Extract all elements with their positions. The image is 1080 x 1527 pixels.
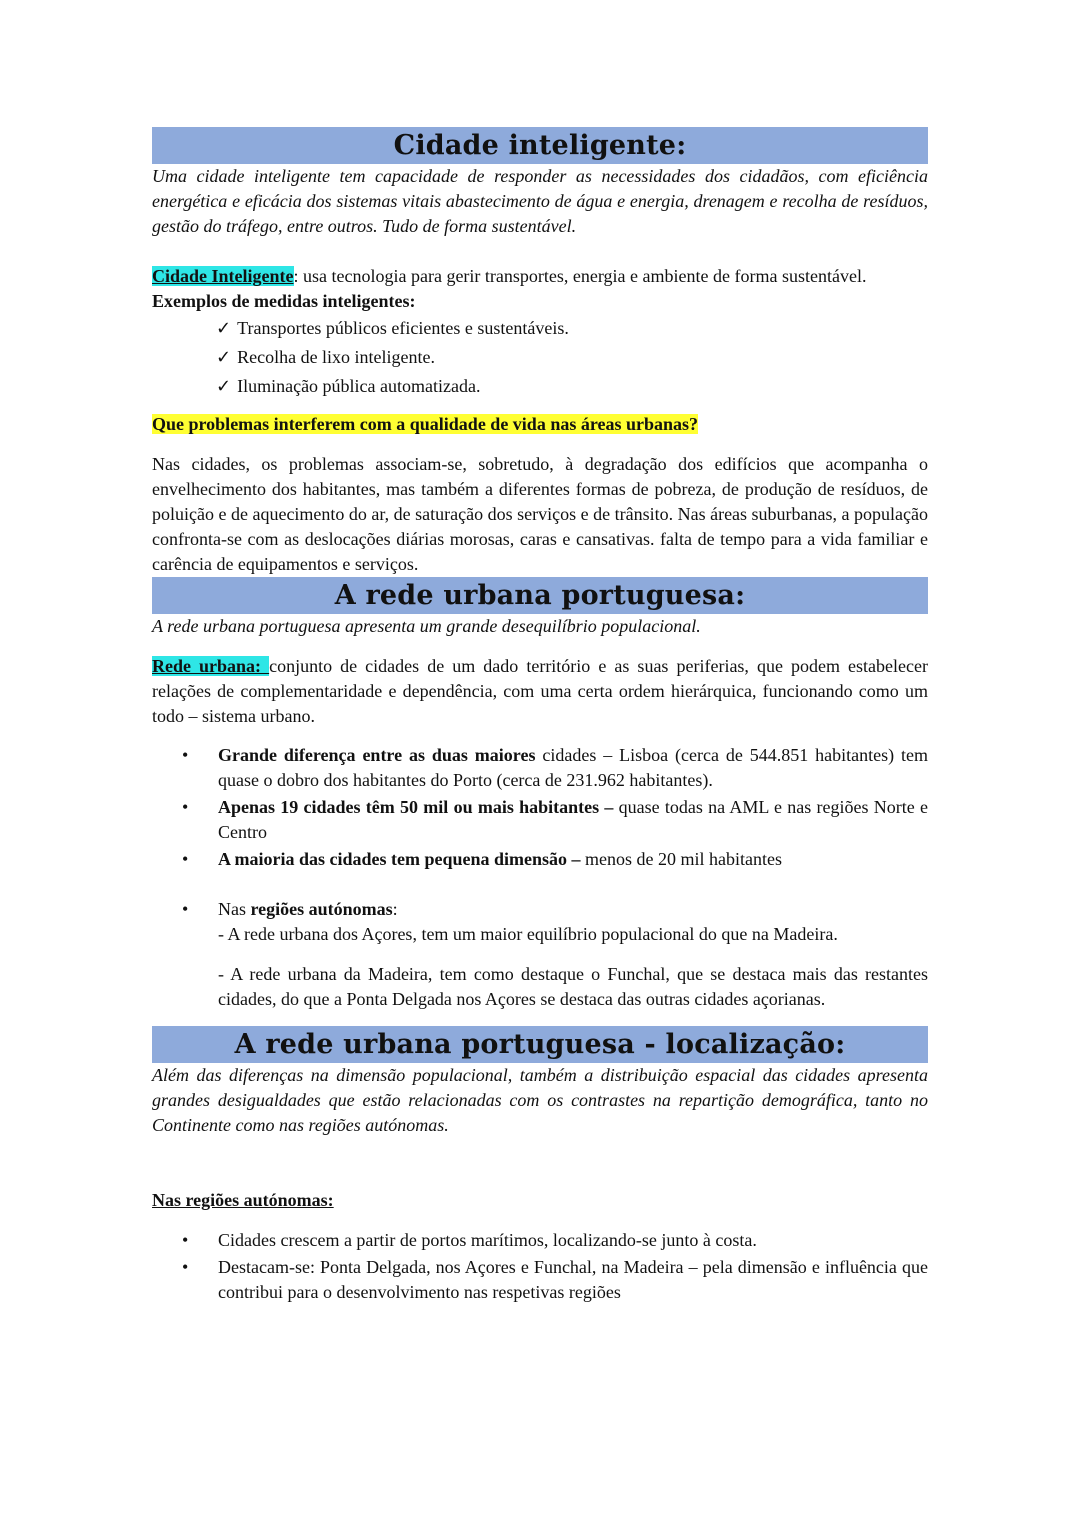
list-item: • Cidades crescem a partir de portos marítimos, localizando-se junto à costa. — [152, 1228, 928, 1253]
autonomous-regions-bullets — [152, 1228, 928, 1305]
examples-list — [152, 314, 928, 401]
urban-network-definition: Rede urbana: conjunto de cidades de um dado território e as suas periferias, que podem estabelecer relações de complementaridade e dependência, com uma certa ordem hierárquica, funcionando como um todo – sistema urbano. — [152, 656, 928, 726]
madeira-note: - A rede urbana da Madeira, tem como destaque o Funchal, que se destaca mais das restantes cidades, do que a Ponta Delgada nos Açores se destaca das outras cidades açorianas. — [218, 964, 928, 1009]
list-item: ✓ Recolha de lixo inteligente. — [216, 347, 436, 368]
urban-location-intro: Além das diferenças na dimensão populacional, também a distribuição espacial das cidades apresenta grandes desigualdades que estão relacionadas com os contrastes na repartição demográfica, tanto no Continente como nas regiões autónomas. — [152, 1065, 928, 1135]
autonomous-regions-heading: Nas regiões autónomas: — [152, 1190, 334, 1210]
checkmark-icon: ✓ — [216, 318, 232, 339]
urban-problems-question: Que problemas interferem com a qualidade de vida nas áreas urbanas? — [152, 414, 699, 434]
checkmark-icon: ✓ — [216, 376, 232, 397]
list-item: • Apenas 19 cidades têm 50 mil ou mais habitantes – quase todas na AML e nas regiões Norte e Centro — [182, 797, 928, 842]
list-item: ✓ Iluminação pública automatizada. — [216, 376, 481, 397]
bullet-icon: • — [182, 797, 189, 817]
bullet-icon: • — [182, 849, 189, 869]
smart-city-term: Cidade Inteligente — [152, 266, 294, 286]
bullet-icon: • — [182, 1257, 189, 1277]
smart-city-intro: Uma cidade inteligente tem capacidade de responder as necessidades dos cidadãos, com eficiência energética e eficácia dos sistemas vitais abastecimento de água e energia, drenagem e recolha de resíduos, gestão do tráfego, entre outros. Tudo de forma sustentável. — [152, 166, 928, 236]
urban-problems-answer: Nas cidades, os problemas associam-se, sobretudo, à degradação dos edifícios que acompanha o envelhecimento dos habitantes, mas também a diferentes formas de pobreza, de produção de resíduos, de poluição e de aquecimento do ar, de saturação dos serviços e de trânsito. Nas áreas suburbanas, a população confronta-se com as deslocações diárias morosas, caras e cansativas. falta de tempo para a vida familiar e carência de equipamentos e serviços. — [152, 454, 928, 574]
list-item: • Nas regiões autónomas: - A rede urbana dos Açores, tem um maior equilíbrio populacional do que na Madeira. - A rede urbana da Madeira, tem como destaque o Funchal, que se destaca mais das restantes cidades, do que a Ponta Delgada nos Açores se destaca das outras cidades açorianas. — [152, 897, 928, 1012]
section-title-urban-location: A rede urbana portuguesa - localização: — [152, 1026, 928, 1063]
urban-network-bullets — [152, 743, 928, 1012]
checkmark-icon: ✓ — [216, 347, 232, 368]
bullet-icon: • — [182, 745, 189, 765]
smart-city-definition-text: : usa tecnologia para gerir transportes, energia e ambiente de forma sustentável. — [293, 266, 867, 286]
list-item: • Grande diferença entre as duas maiores cidades – Lisboa (cerca de 544.851 habitantes) tem quase o dobro dos habitantes do Porto (cerca de 231.962 habitantes). — [182, 745, 929, 790]
section-title-urban-network: A rede urbana portuguesa: — [152, 577, 928, 614]
urban-network-term: Rede urbana: — [152, 656, 270, 676]
examples-heading: Exemplos de medidas inteligentes: — [152, 291, 416, 311]
bullet-icon: • — [182, 899, 189, 919]
bullet-icon: • — [182, 1230, 189, 1250]
list-item: • A maioria das cidades tem pequena dimensão – menos de 20 mil habitantes — [152, 847, 928, 872]
list-item: • Destacam-se: Ponta Delgada, nos Açores e Funchal, na Madeira – pela dimensão e influência que contribui para o desenvolvimento nas respetivas regiões — [182, 1257, 928, 1302]
smart-city-definition — [152, 264, 928, 289]
section-title-smart-city: Cidade inteligente: — [152, 127, 928, 164]
urban-network-intro: A rede urbana portuguesa apresenta um grande desequilíbrio populacional. — [152, 616, 701, 636]
document-page — [152, 127, 928, 1305]
azores-note: - A rede urbana dos Açores, tem um maior equilíbrio populacional do que na Madeira. — [218, 924, 838, 944]
list-item: ✓ Transportes públicos eficientes e sustentáveis. — [216, 318, 569, 339]
